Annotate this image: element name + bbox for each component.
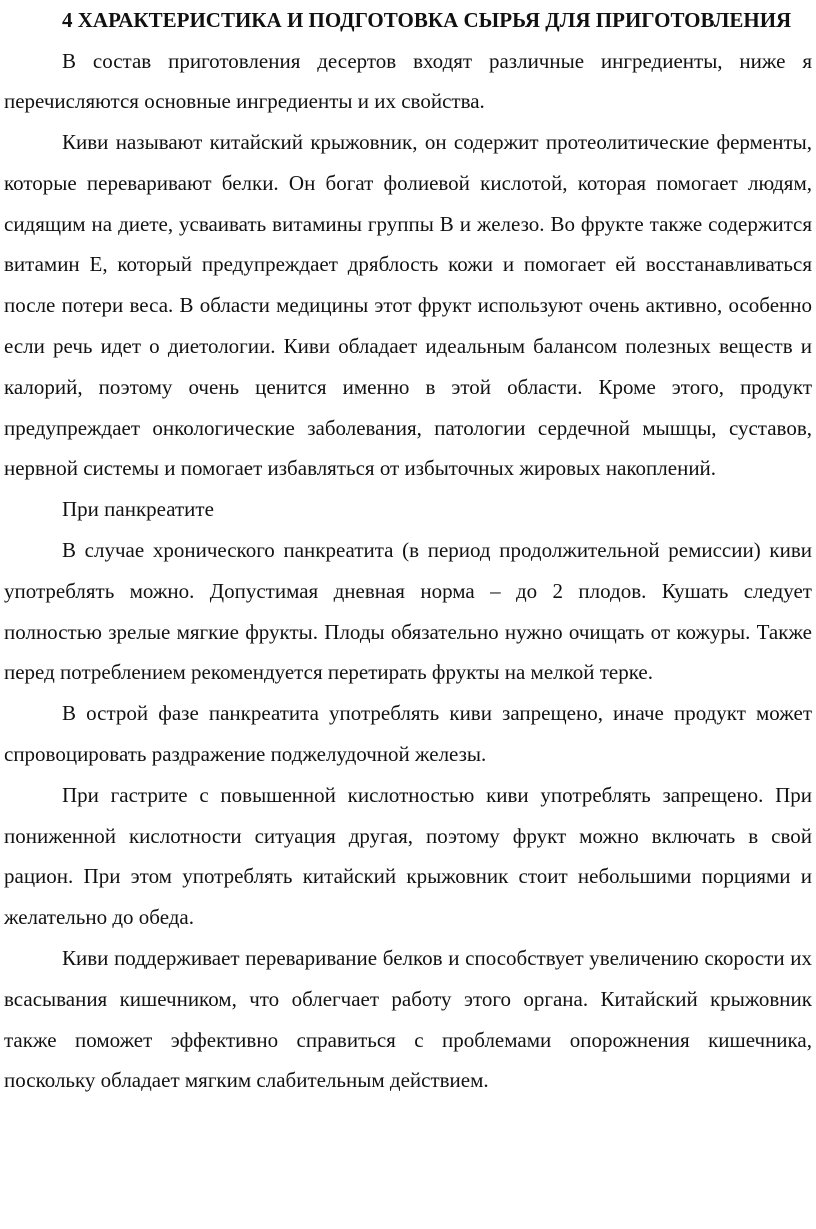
paragraph-kiwi-properties: Киви называют китайский крыжовник, он содержит протеолитические ферменты, которые переваривают белки. Он богат фолиевой кислотой, которая помогает людям, сидящим на диете, усваивать витамины группы В и железо. Во фрукте также содержится витамин Е, который предупреждает дряблость кожи и помогает ей восстанавливаться после потери веса. В области медицины этот фрукт используют очень активно, особенно если речь идет о диетологии. Киви обладает идеальным балансом полезных веществ и калорий, поэтому очень ценится именно в этой области. Кроме этого, продукт предупреждает онкологические заболевания, патологии сердечной мышцы, суставов, нервной системы и помогает избавляться от избыточных жировых накоплений.	[4, 130, 812, 481]
paragraph-intro: В состав приготовления десертов входят различные ингредиенты, ниже я перечисляются основные ингредиенты и их свойства.	[4, 48, 812, 114]
section-heading: 4 ХАРАКТЕРИСТИКА И ПОДГОТОВКА СЫРЬЯ ДЛЯ ПРИГОТОВЛЕНИЯ	[62, 8, 792, 32]
paragraph-acute-pancreatitis: В острой фазе панкреатита употреблять киви запрещено, иначе продукт может спровоцировать раздражение поджелудочной железы.	[4, 701, 812, 767]
paragraph-subheading-pancreatitis: При панкреатите	[62, 497, 214, 522]
paragraph-chronic-pancreatitis: В случае хронического панкреатита (в период продолжительной ремиссии) киви употреблять можно. Допустимая дневная норма – до 2 плодов. Кушать следует полностью зрелые мягкие фрукты. Плоды обязательно нужно очищать от кожуры. Также перед потреблением рекомендуется перетирать фрукты на мелкой терке.	[4, 538, 812, 685]
paragraph-digestion: Киви поддерживает переваривание белков и способствует увеличению скорости их всасывания кишечником, что облегчает работу этого органа. Китайский крыжовник также поможет эффективно справиться с проблемами опорожнения кишечника, поскольку обладает мягким слабительным действием.	[4, 946, 812, 1093]
paragraph-gastritis: При гастрите с повышенной кислотностью киви употреблять запрещено. При пониженной кислотности ситуация другая, поэтому фрукт можно включать в свой рацион. При этом употреблять китайский крыжовник стоит небольшими порциями и желательно до обеда.	[4, 782, 812, 930]
